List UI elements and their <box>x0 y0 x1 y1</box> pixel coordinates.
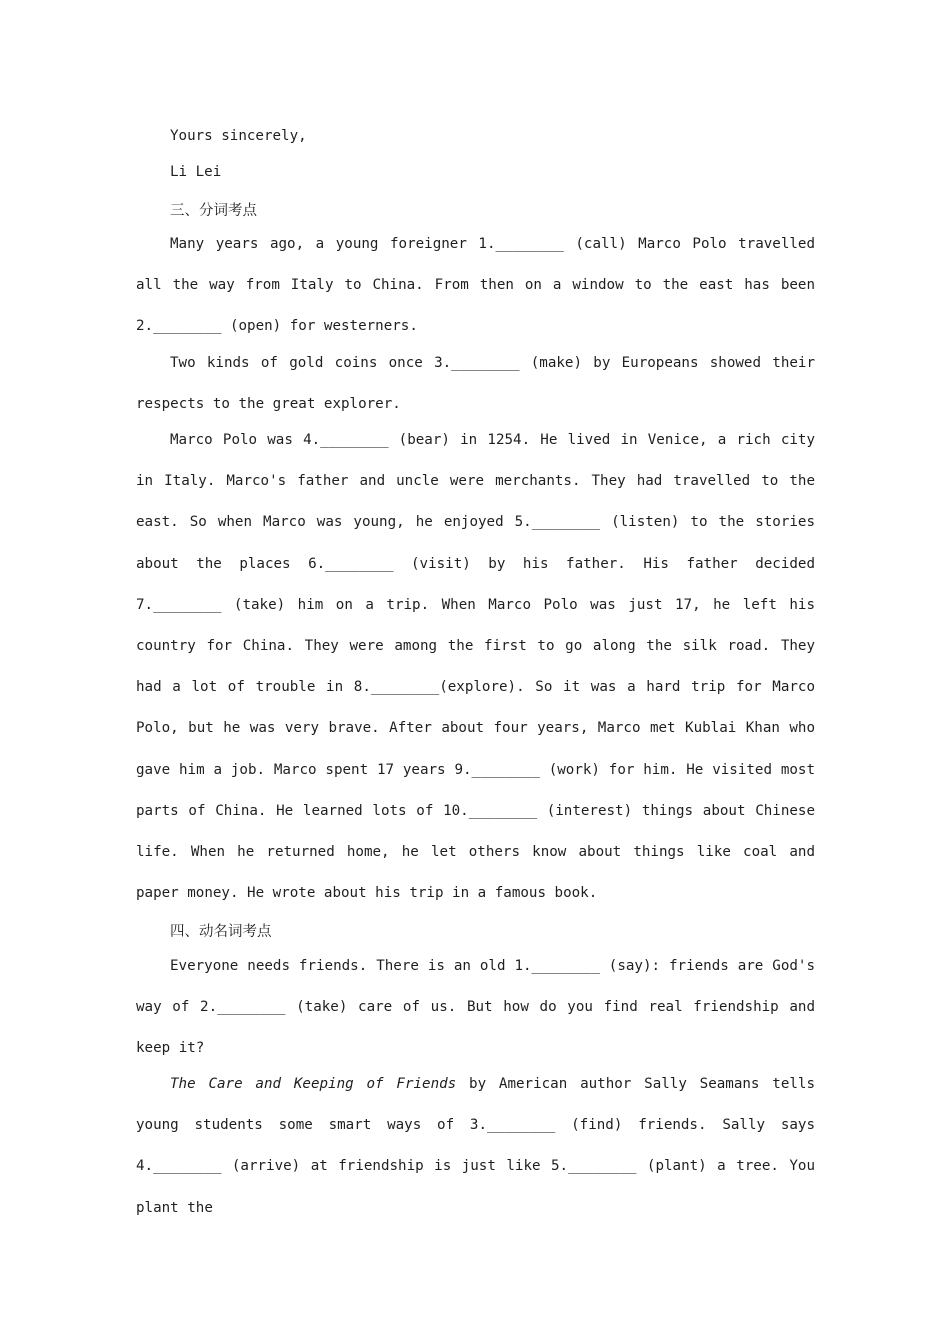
letter-sign-off: Yours sincerely, <box>170 128 307 144</box>
section-3-paragraph-1: Many years ago, a young foreigner 1.________ (call) Marco Polo travelled all the way from Italy to China. From then on a window to the east has been 2.________ (open) for westerners. <box>136 236 815 335</box>
letter-signature-name: Li Lei <box>170 164 222 180</box>
section-4-paragraph-2-text: by American author Sally Seamans tells young students some smart ways of 3.________ (find) friends. Sally says 4.________ (arrive) at friendship is just like 5.________ (plant) a tree. You plant the <box>136 1076 816 1216</box>
section-3-paragraph-2: Two kinds of gold coins once 3.________ (make) by Europeans showed their respects to the great explorer. <box>136 355 815 413</box>
section-4-paragraph-2 <box>136 1064 815 1229</box>
book-title: The Care and Keeping of Friends <box>170 1076 457 1092</box>
section-4-heading: 四、动名词考点 <box>170 924 272 940</box>
section-3-paragraph-3: Marco Polo was 4.________ (bear) in 1254. He lived in Venice, a rich city in Italy. Marco's father and uncle were merchants. They had travelled to the east. So when Marco was young, he enjoyed 5.________ (listen) to the stories about the places 6.________ (visit) by his father. His father decided 7.________ (take) him on a trip. When Marco Polo was just 17, he left his country for China. They were among the first to go along the silk road. They had a lot of trouble in 8.________(explore). So it was a hard trip for Marco Polo, but he was very brave. After about four years, Marco met Kublai Khan who gave him a job. Marco spent 17 years 9.________ (work) for him. He visited most parts of China. He learned lots of 10.________ (interest) things about Chinese life. When he returned home, he let others know about things like coal and paper money. He wrote about his trip in a famous book. <box>136 432 815 902</box>
section-3-heading: 三、分词考点 <box>170 203 257 219</box>
section-4-paragraph-1: Everyone needs friends. There is an old 1.________ (say): friends are God's way of 2.________ (take) care of us. But how do you find real friendship and keep it? <box>136 958 815 1057</box>
